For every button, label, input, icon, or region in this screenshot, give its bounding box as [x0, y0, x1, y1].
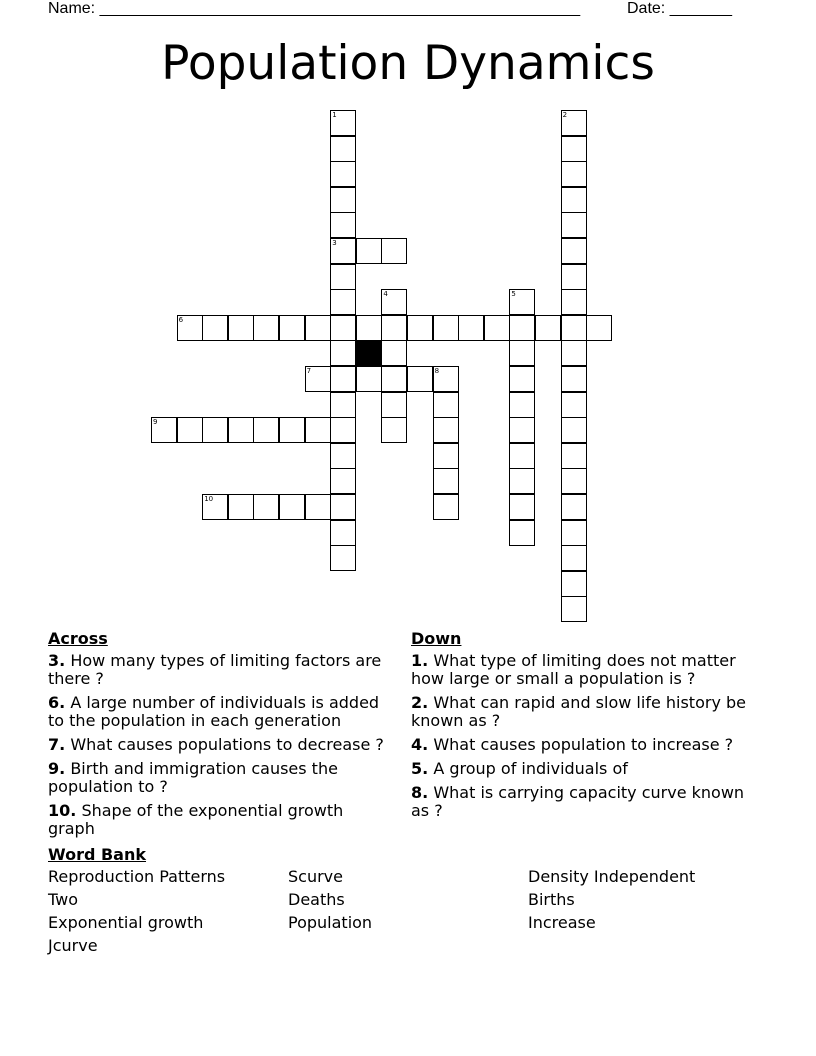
crossword-cell[interactable]	[381, 238, 407, 264]
crossword-cell[interactable]	[330, 136, 356, 162]
crossword-cell[interactable]	[253, 315, 279, 341]
word-bank-heading: Word Bank	[48, 845, 147, 864]
crossword-cell[interactable]	[330, 417, 356, 443]
clue-number: 2	[562, 111, 568, 119]
crossword-black-cell	[356, 340, 382, 366]
crossword-cell[interactable]	[305, 366, 331, 392]
down-heading: Down	[411, 629, 462, 648]
crossword-cell[interactable]	[535, 315, 561, 341]
crossword-cell[interactable]	[509, 366, 535, 392]
crossword-cell[interactable]	[433, 443, 459, 469]
crossword-cell[interactable]	[330, 520, 356, 546]
crossword-cell[interactable]	[561, 520, 587, 546]
clue-down-1: 1. What type of limiting does not matter how large or small a population is ?	[411, 651, 736, 688]
crossword-cell[interactable]	[381, 417, 407, 443]
word-bank-item: Deaths	[288, 890, 345, 909]
crossword-cell[interactable]	[433, 366, 459, 392]
crossword-cell[interactable]	[330, 392, 356, 418]
crossword-cell[interactable]	[561, 443, 587, 469]
crossword-cell[interactable]	[509, 392, 535, 418]
word-bank-item: Two	[48, 890, 78, 909]
crossword-cell[interactable]	[330, 289, 356, 315]
clue-number: 9	[153, 418, 158, 427]
crossword-cell[interactable]	[561, 289, 587, 315]
clue-across-3: 3. How many types of limiting factors are there ?	[48, 651, 382, 688]
crossword-cell[interactable]	[458, 315, 484, 341]
across-clues	[48, 630, 393, 844]
crossword-cell[interactable]	[330, 468, 356, 494]
crossword-cell[interactable]	[561, 340, 587, 366]
clue-across-7: 7. What causes populations to decrease ?	[48, 735, 384, 754]
crossword-cell[interactable]	[509, 289, 535, 315]
crossword-cell[interactable]	[305, 494, 331, 520]
crossword-cell[interactable]	[509, 417, 535, 443]
crossword-cell[interactable]	[279, 494, 305, 520]
crossword-cell[interactable]	[330, 264, 356, 290]
crossword-cell[interactable]	[586, 315, 612, 341]
crossword-cell[interactable]	[484, 315, 510, 341]
crossword-cell[interactable]	[561, 468, 587, 494]
crossword-cell[interactable]	[381, 289, 407, 315]
crossword-cell[interactable]	[279, 417, 305, 443]
crossword-cell[interactable]	[561, 392, 587, 418]
crossword-cell[interactable]	[381, 340, 407, 366]
crossword-cell[interactable]	[561, 494, 587, 520]
crossword-cell[interactable]	[433, 494, 459, 520]
crossword-cell[interactable]	[356, 315, 382, 341]
crossword-cell[interactable]	[202, 315, 228, 341]
crossword-cell[interactable]	[561, 596, 587, 622]
crossword-cell[interactable]	[433, 315, 459, 341]
crossword-cell[interactable]	[561, 212, 587, 238]
clue-number: 4	[383, 290, 388, 299]
clue-number: 6	[178, 315, 184, 324]
crossword-cell[interactable]	[279, 315, 305, 341]
crossword-cell[interactable]	[177, 315, 203, 341]
clue-across-10: 10. Shape of the exponential growth graph	[48, 801, 344, 838]
crossword-cell[interactable]	[356, 238, 382, 264]
clue-across-6: 6. A large number of individuals is added to the population in each generation	[48, 693, 380, 730]
crossword-cell[interactable]	[561, 571, 587, 597]
crossword-cell[interactable]	[228, 494, 254, 520]
clue-down-2: 2. What can rapid and slow life history be known as ?	[411, 693, 746, 730]
crossword-cell[interactable]	[253, 417, 279, 443]
crossword-cell[interactable]	[433, 468, 459, 494]
word-bank	[48, 845, 696, 955]
crossword-cell[interactable]	[561, 161, 587, 187]
crossword-cell[interactable]	[330, 238, 356, 264]
word-bank-item: Population	[288, 913, 373, 932]
clue-number: 1	[332, 111, 337, 119]
crossword-cell[interactable]	[509, 443, 535, 469]
crossword-cell[interactable]	[561, 264, 587, 290]
crossword-cell[interactable]	[561, 110, 587, 136]
crossword-cell[interactable]	[330, 315, 356, 341]
clue-number: 7	[306, 367, 312, 375]
crossword-cell[interactable]	[407, 366, 433, 392]
crossword-cell[interactable]	[253, 494, 279, 520]
clue-down-4: 4. What causes population to increase ?	[411, 735, 734, 754]
crossword-cell[interactable]	[151, 417, 177, 443]
crossword-cell[interactable]	[330, 366, 356, 392]
clue-across-9: 9. Birth and immigration causes the population to ?	[48, 759, 338, 796]
page-title: Population Dynamics	[161, 36, 655, 91]
crossword-cell[interactable]	[330, 545, 356, 571]
crossword-cell[interactable]	[305, 315, 331, 341]
down-clues	[411, 630, 761, 826]
crossword-cell[interactable]	[561, 366, 587, 392]
crossword-cell[interactable]	[381, 366, 407, 392]
crossword-cell[interactable]	[561, 187, 587, 213]
crossword-cell[interactable]	[561, 238, 587, 264]
crossword-cell[interactable]	[381, 392, 407, 418]
crossword-cell[interactable]	[305, 417, 331, 443]
name-field-label: Name: ______________________________________________________	[48, 0, 581, 17]
crossword-cell[interactable]	[356, 366, 382, 392]
crossword-cell[interactable]	[330, 161, 356, 187]
clue-number: 3	[332, 239, 337, 247]
crossword-cell[interactable]	[330, 443, 356, 469]
word-bank-item: Reproduction Patterns	[48, 867, 226, 886]
crossword-cell[interactable]	[330, 494, 356, 520]
clue-down-8: 8. What is carrying capacity curve known as ?	[411, 783, 745, 820]
word-bank-item: Jcurve	[48, 936, 98, 955]
crossword-cell[interactable]	[561, 417, 587, 443]
crossword-cell[interactable]	[202, 494, 228, 520]
crossword-cell[interactable]	[509, 494, 535, 520]
crossword-cell[interactable]	[381, 315, 407, 341]
word-bank-item: Exponential growth	[48, 913, 204, 932]
word-bank-item: Births	[528, 890, 575, 909]
crossword-cell[interactable]	[561, 136, 587, 162]
word-bank-item: Increase	[528, 913, 596, 932]
crossword-cell[interactable]	[407, 315, 433, 341]
crossword-cell[interactable]	[330, 110, 356, 136]
clue-number: 8	[434, 367, 440, 375]
word-bank-item: Density Independent	[528, 867, 696, 886]
crossword-cell[interactable]	[509, 340, 535, 366]
crossword-cell[interactable]	[509, 468, 535, 494]
crossword-cell[interactable]	[228, 417, 254, 443]
date-field-label: Date: _______	[627, 0, 732, 17]
crossword-cell[interactable]	[561, 315, 587, 341]
crossword-cell[interactable]	[433, 392, 459, 418]
crossword-cell[interactable]	[561, 545, 587, 571]
crossword-cell[interactable]	[509, 315, 535, 341]
across-heading: Across	[48, 629, 108, 648]
word-bank-item: Scurve	[288, 867, 343, 886]
crossword-cell[interactable]	[202, 417, 228, 443]
header-line	[0, 0, 816, 18]
crossword-cell[interactable]	[509, 520, 535, 546]
crossword-cell[interactable]	[228, 315, 254, 341]
crossword-cell[interactable]	[177, 417, 203, 443]
crossword-cell[interactable]	[433, 417, 459, 443]
crossword-cell[interactable]	[330, 187, 356, 213]
crossword-cell[interactable]	[330, 340, 356, 366]
clue-number: 10	[204, 495, 214, 503]
clue-down-5: 5. A group of individuals of	[411, 759, 628, 778]
crossword-cell[interactable]	[330, 212, 356, 238]
clue-number: 5	[511, 290, 516, 299]
